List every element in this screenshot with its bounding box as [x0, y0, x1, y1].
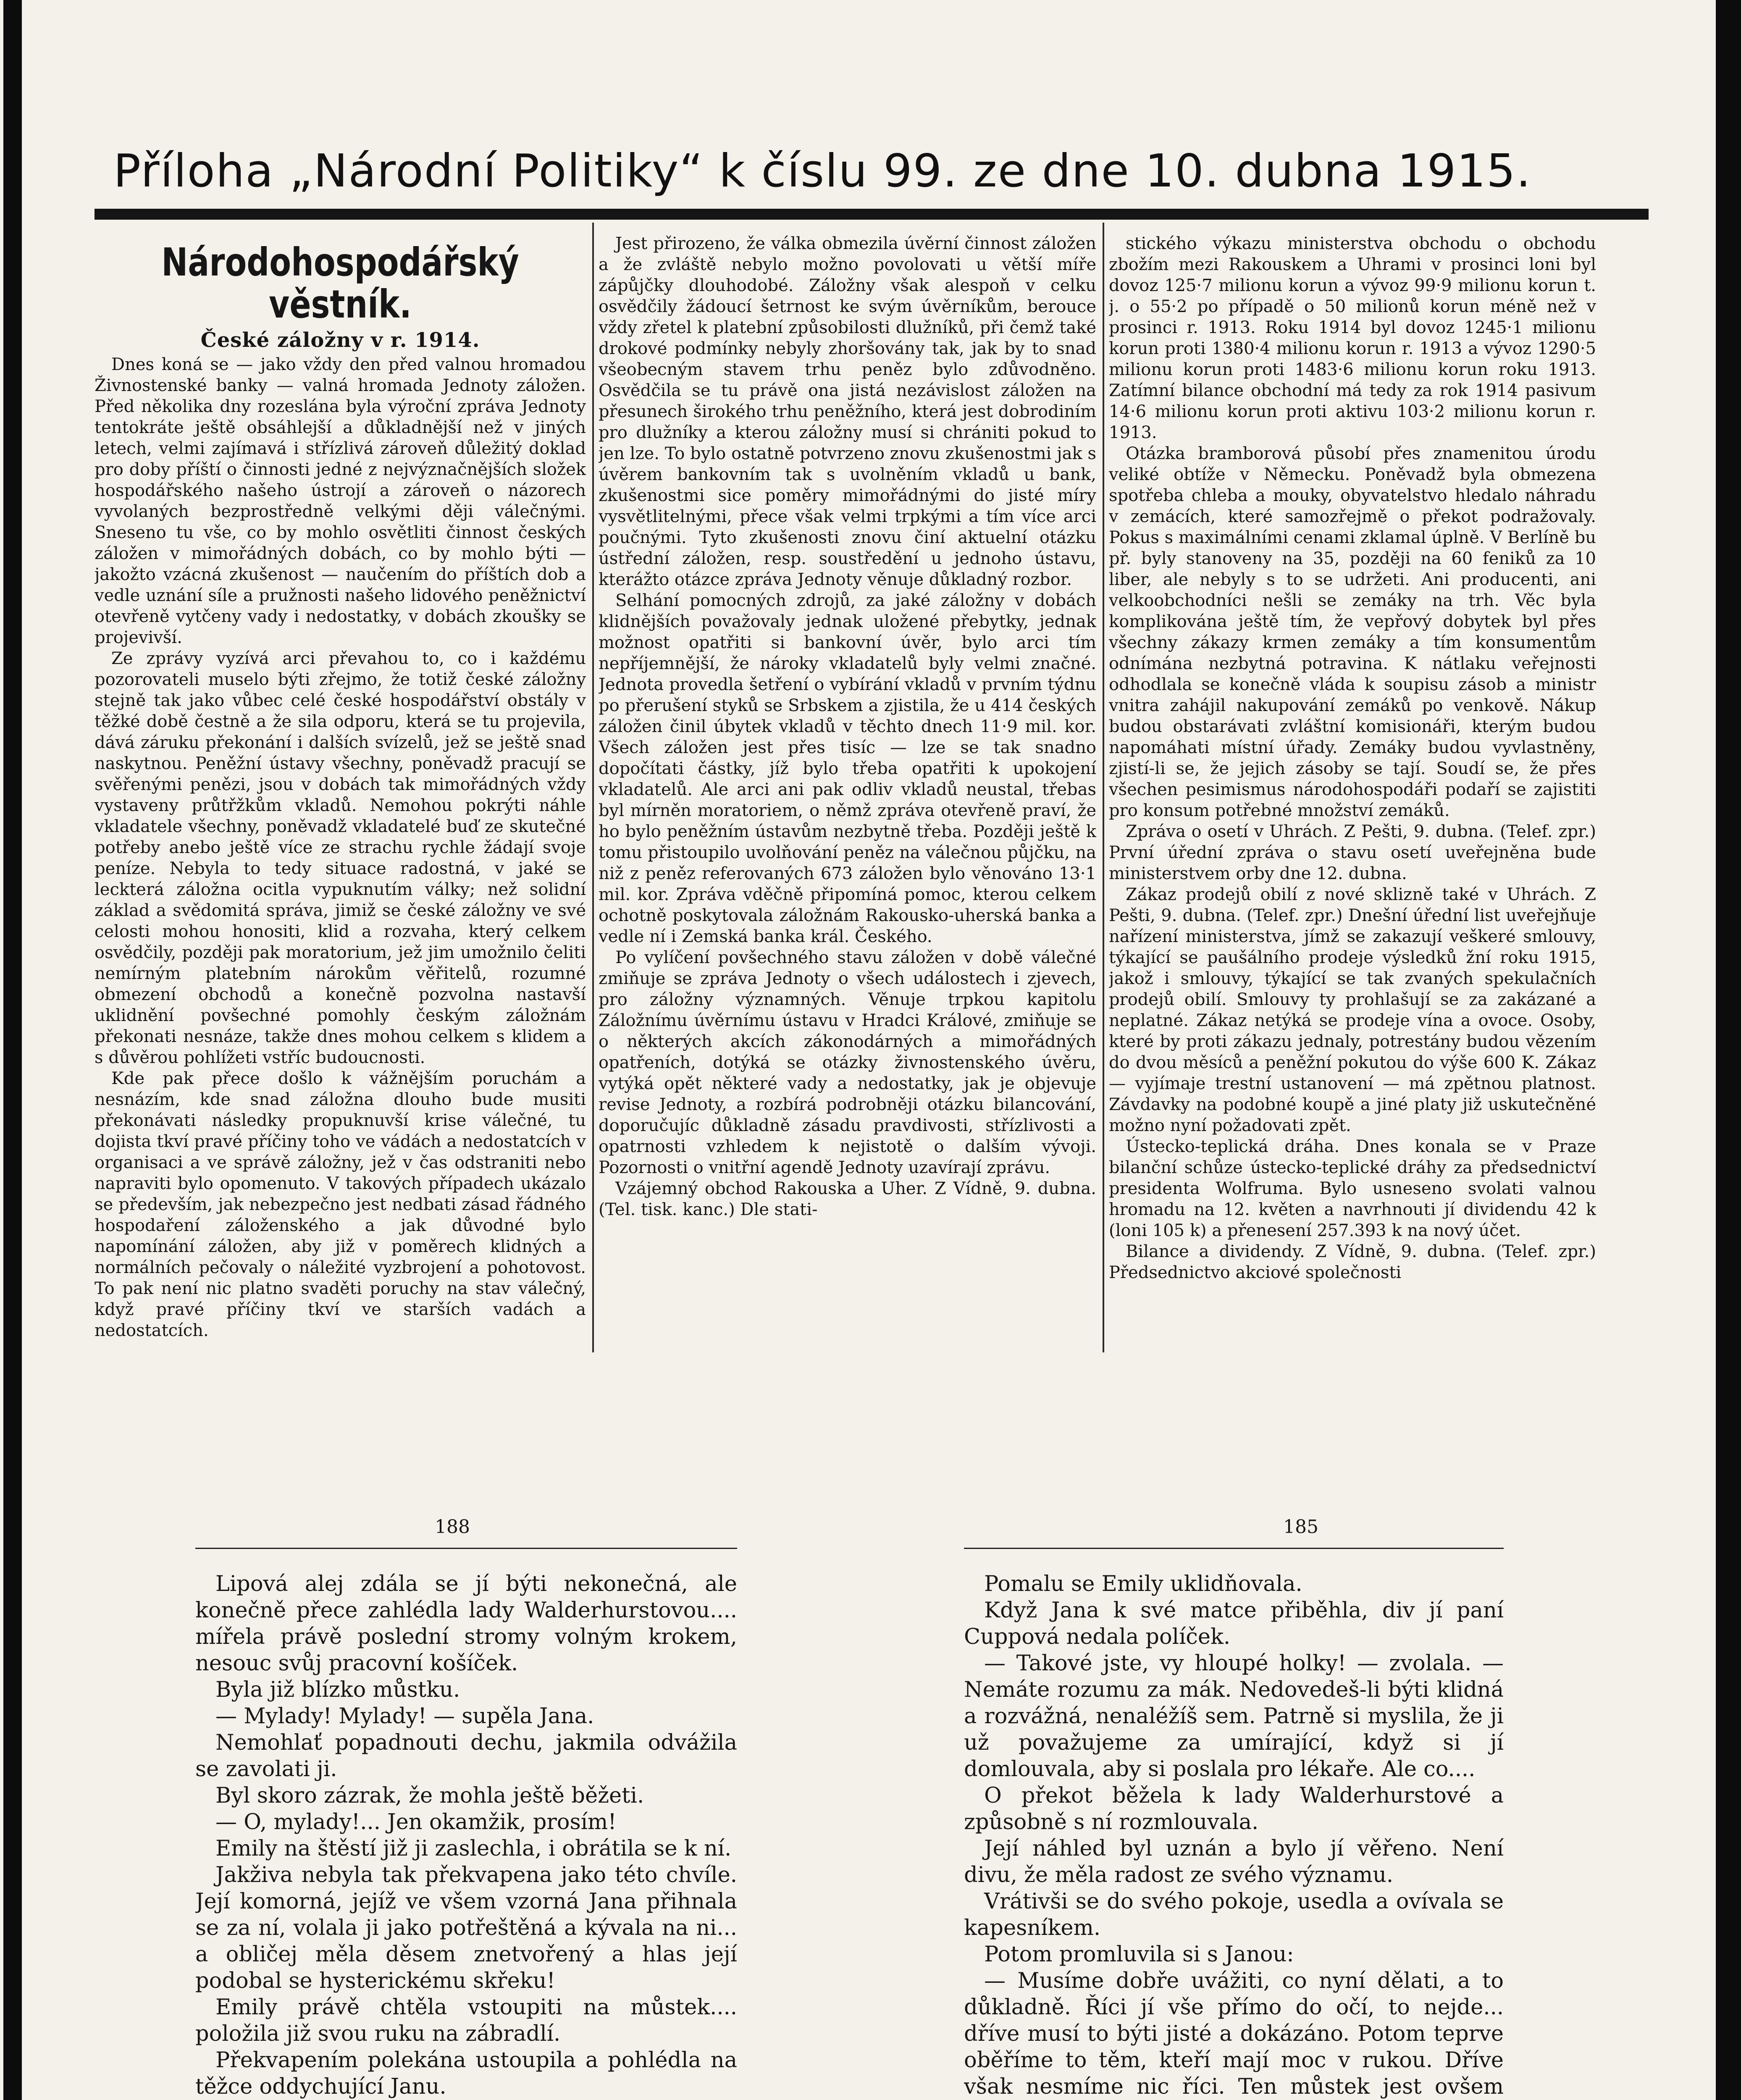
- novel-paragraph: Emily právě chtěla vstoupiti na můstek.... položila již svou ruku na zábradlí.: [195, 1995, 737, 2046]
- paragraph: Ze zprávy vyzívá arci převahou to, co i každému pozorovateli muselo býti zřejmo, že totiž české záložny stejně tak jako vůbec celé české hospodářství obstály v těžké době čestně a že sila odporu, která se tu projevila, dává záruku překonání i dalších svízelů, jež se ještě snad naskytnou. Peněžní ústavy všechny, poněvadž pracují se svěřenými penězi, jsou v dobách tak mimořádných vždy vystaveny průtřžkům vkladů. Nemohou pokrýti náhle vkladatele všechny, poněvadž vkladatelé buď ze skutečné potřeby anebo ještě více ze strachu rychle žádají svoje peníze. Nebyla to tedy situace radostná, v jaké se leckterá záložna ocitla vypuknutím války; než solidní základ a svědomitá správa, jimiž se české záložny ve své celosti mohou honositi, klid a rozvaha, který celkem osvědčily, později pak moratorium, jež jim umožnilo čeliti nemírným platebním nárokům věřitelů, rozumné obmezení obchodů a konečně pozvolna nastavší uklidnění povšechné pomohly českým záložnám překonati nesnáze, takže dnes mohou celkem s klidem a s důvěrou pohlížeti vstříc budoucnosti.: [95, 649, 586, 1067]
- newspaper-header-title: Příloha „Národní Politiky“ k číslu 99. ze dne 10. dubna 1915.: [113, 145, 1532, 197]
- novel-paragraph: Jakživa nebyla tak překvapena jako této chvíle. Její komorná, jejíž ve všem vzorná Jana přihnala se za ní, volala ji jako potřeštěná a kývala na ni... a obličej měla děsem znetvořený a hlas její podobal se hysterickému skřeku!: [195, 1863, 737, 1993]
- novel-paragraph: Lipová alej zdála se jí býti nekonečná, ale konečně přece zahlédla lady Walderhurstovou.... mířela právě poslední stromy volným krokem, nesouc svůj pracovní košíček.: [195, 1572, 737, 1676]
- paragraph: Kde pak přece došlo k vážnějším poruchám a nesnázím, kde snad záložna dlouho bude musiti překonávati následky propuknuvší krise válečné, tu dojista tkví pravé příčiny toho ve vádách a nedostatcích v organisaci a ve správě záložny, jež v čas odstraniti nebo napraviti bylo opomenuto. V takových případech ukázalo se především, jak nebezpečno jest nedbati zásad řádného hospodaření záloženského a jak důvodné bylo napomínání záložen, aby již v poměrech klidných a normálních pečovaly o náležité vyzbrojení a pohotovost. To pak není nic platno svaděti poruchy na stav válečný, když pravé příčiny tkví ve starších vadách a nedostatcích.: [95, 1069, 586, 1340]
- novel-left-page-number: 188: [435, 1516, 470, 1538]
- article-subtitle: České záložny v r. 1914.: [200, 328, 480, 352]
- paragraph: Dnes koná se — jako vždy den před valnou hromadou Živnostenské banky — valná hromada Jednoty záložen. Před několika dny rozeslána byla výroční zpráva Jednoty tentokráte ještě obsáhlejší a důkladnější než v jiných letech, velmi zajímavá i střízlivá zároveň důležitý doklad pro doby příští o činnosti jedné z nejvýznačnějších složek hospodářského našeho ústrojí a zároveň o názorech vyvolaných bezprostředně velkými ději válečnými. Sneseno tu vše, co by mohlo osvětliti činnost českých záložen v mimořádných dobách, co by mohlo býti — jakožto vzácná zkušenost — naučením do příštích dob a vedle uznání síle a pružnosti našeho lidového peněžnictví otevřeně vytčeny vady i nedostatky, v dobách zkoušky se projevivší.: [95, 355, 586, 647]
- header-rule: [95, 209, 1649, 220]
- novel-paragraph: — O, mylady!... Jen okamžik, prosím!: [215, 1810, 617, 1835]
- page-rule: [195, 1548, 737, 1549]
- paragraph: stického výkazu ministerstva obchodu o obchodu zbožím mezi Rakouskem a Uhrami v prosinci loni byl dovoz 125·7 milionu korun a vývoz 99·9 milionu korun t. j. o 55·2 po případě o 50 milionů korun méně než v prosinci r. 1913. Roku 1914 byl dovoz 1245·1 milionu korun proti 1380·4 milionu korun r. 1913 a vývoz 1290·5 milionu korun proti 1483·6 milionu korun roku 1913. Zatímní bilance obchodní má tedy za rok 1914 pasivum 14·6 milionu korun proti aktivu 103·2 milionu korun r. 1913.: [1109, 234, 1596, 442]
- news-item: Otázka bramborová působí přes znamenitou úrodu veliké obtíže v Německu. Poněvadž byla obmezena spotřeba chleba a mouky, obyvatelstvo hledalo náhradu v zemácích, které samozřejmě o překot podražovaly. Pokus s maximálními cenami zklamal úplně. V Berlíně bu př. byly stanoveny na 35, později na 60 feniků za 10 liber, ale nebyly s to se udržeti. Ani producenti, ani velkoobchodníci nešli se zemáky na trh. Věc byla komplikována ještě tím, že vepřový dobytek byl přes všechny zákazy krmen zemáky a tím konsumentům odnímána nezbytná potravina. K nátlaku veřejnosti odhodlala se konečně vláda k soupisu zásob a ministr vnitra zahájil nakupování zemáků po venkově. Nákup budou obstarávati zvláštní komisionáři, kterým budou napomáhati místní úřady. Zemáky budou vyvlastněny, zjistí-li se, že jejich zásoby se tají. Soudí se, že přes všechen pesimismus národohospodáři podaří se zajistiti pro konsum potřebné množství zemáků.: [1109, 444, 1596, 820]
- news-item: Vzájemný obchod Rakouska a Uher. Z Vídně, 9. dubna. (Tel. tisk. kanc.) Dle stati-: [599, 1179, 1096, 1219]
- novel-right-page: [964, 1571, 1504, 2100]
- novel-paragraph: — Takové jste, vy hloupé holky! — zvolala. — Nemáte rozumu za mák. Nedovedeš-li býti klidná a rozvážná, nenaléžíš sem. Patrně si myslila, že ji už považujeme za umírající, když si jí domlouvala, aby si poslala pro lékaře. Ale co....: [964, 1651, 1504, 1782]
- novel-right-page-number: 185: [1283, 1516, 1318, 1538]
- newspaper-column-1: [95, 233, 586, 1354]
- novel-paragraph: Vrátivši se do svého pokoje, usedla a ovívala se kapesníkem.: [964, 1889, 1504, 1940]
- novel-left-page: [195, 1571, 737, 2100]
- novel-paragraph: O překot běžela k lady Walderhurstové a způsobně s ní rozmlouvala.: [964, 1783, 1504, 1835]
- paragraph: Selhání pomocných zdrojů, za jaké záložny v dobách klidnějších považovaly jednak uložené přebytky, jednak možnost opatřiti si bankovní úvěr, bylo arci tím nepříjemnější, že nároky vkladatelů byly velmi značné. Jednota provedla šetření o vybírání vkladů v prvním týdnu po přerušení styků se Srbskem a zjistila, že u 414 českých záložen činil úbytek vkladů v těchto dnech 11·9 mil. kor. Všech záložen jest přes tisíc — lze se tak snadno dopočítati částky, jíž bylo třeba opatřiti k upokojení vkladatelů. Ale arci ani pak odliv vkladů neustal, třebas byl mírněn moratoriem, o němž zpráva otevřeně praví, že ho bylo peněžním ústavům nezbytně třeba. Později ještě k tomu přistoupilo uvolňování peněz na válečnou půjčku, na niž z peněz referovaných 673 záložen bylo věnováno 13·1 mil. kor. Zpráva vděčně připomíná pomoc, kterou celkem ochotně poskytovala záložnám Rakousko-uherská banka a vedle ní i Zemská banka král. Českého.: [599, 591, 1096, 946]
- scan-border-left: [3, 0, 22, 2100]
- novel-paragraph: Emily na štěstí již ji zaslechla, i obrátila se k ní.: [215, 1836, 732, 1861]
- news-item: Bilance a dividendy. Z Vídně, 9. dubna. (Telef. zpr.) Předsednictvo akciové společnosti: [1109, 1242, 1596, 1282]
- newspaper-column-2: [599, 233, 1096, 1354]
- novel-paragraph: — Musíme dobře uvážiti, co nyní dělati, a to důkladně. Říci jí vše přímo do očí, to nejde... dříve musí to býti jisté a dokázáno. Potom teprve oběříme to těm, kteří mají moc v rukou. Dříve však nesmíme nic říci. Ten můstek jest ovšem: [964, 1969, 1504, 2099]
- news-item: Zákaz prodejů obilí z nové sklizně také v Uhrách. Z Pešti, 9. dubna. (Telef. zpr.) Dnešní úřední list uveřejňuje nařízení ministerstva, jímž se zakazují veškeré smlouvy, týkající se paušálního prodeje výsledků žní roku 1915, jakož i smlouvy, týkající se tak zvaných spekulačních prodejů obilí. Smlouvy ty prohlašují se za zakázané a neplatné. Zákaz netýká se prodeje vína a ovoce. Osoby, které by proti zákazu jednaly, potrestány budou vězením do dvou měsíců a peněžní pokutou do výše 600 K. Zákaz — vyjímaje trestní ustanovení — má zpětnou platnost. Závdavky na podobné koupě a jiné platy již uskutečněné možno nyní požadovati zpět.: [1109, 885, 1596, 1135]
- novel-paragraph: Potom promluvila si s Janou:: [984, 1942, 1294, 1967]
- novel-paragraph: Její náhled byl uznán a bylo jí věřeno. Není divu, že měla radost ze svého významu.: [964, 1836, 1504, 1887]
- column-divider: [1103, 223, 1104, 1352]
- paragraph: Jest přirozeno, že válka obmezila úvěrní činnost záložen a že zvláště nebylo možno povolovati u větší míře zápůjčky dlouhodobé. Záložny však alespoň v celku osvědčily žádoucí šetrnost ke svým úvěrníkům, berouce vždy zřetel k platební způsobilosti dlužníků, při čemž také drokové podmínky nebyly zhoršovány tak, jak by to snad všeobecným stavem trhu peněz bylo zdůvodněno. Osvědčila se tu právě ona jistá nezávislost záložen na přesunech širokého trhu peněžního, která jest dobrodiním pro dlužníky a kterou záložny musí si chrániti pokud to jen lze. To bylo ostatně potvrzeno znovu zkušenostmi jak s úvěrem bankovním tak s uvolněním vkladů u bank, zkušenostmi sice poměry mimořádnými do jisté míry vysvětlitelnými, přece však velmi trpkými a tím více arci poučnými. Tyto zkušenosti znovu činí aktuelní otázku ústřední záložen, resp. soustředění u jednoho ústavu, kterážto otázce zpráva Jednoty věnuje důkladný rozbor.: [599, 234, 1096, 589]
- scan-border-right: [1716, 0, 1741, 2100]
- novel-paragraph: Byla již blízko můstku.: [215, 1677, 460, 1702]
- column-divider: [592, 223, 594, 1352]
- novel-paragraph: — Mylady! Mylady! — supěla Jana.: [215, 1704, 594, 1729]
- novel-paragraph: Nemohlať popadnouti dechu, jakmila odvážila se zavolati ji.: [195, 1730, 737, 1782]
- novel-paragraph: Když Jana k své matce přiběhla, div jí paní Cuppová nedala políček.: [964, 1598, 1504, 1649]
- novel-paragraph: Byl skoro zázrak, že mohla ještě běžeti.: [215, 1783, 644, 1808]
- novel-paragraph: Překvapením polekána ustoupila a pohlédla na těžce oddychující Janu.: [195, 2048, 737, 2099]
- newspaper-column-3: [1109, 233, 1596, 1354]
- novel-paragraph: Pomalu se Emily uklidňovala.: [984, 1572, 1302, 1596]
- page-rule: [964, 1548, 1504, 1549]
- section-title: Národohospodářský věstník.: [161, 240, 519, 327]
- news-item: Zpráva o osetí v Uhrách. Z Pešti, 9. dubna. (Telef. zpr.) První úřední zpráva o stavu osetí uveřejněna bude ministerstvem orby dne 12. dubna.: [1109, 822, 1596, 883]
- news-item: Ústecko-teplická dráha. Dnes konala se v Praze bilanční schůze ústecko-teplické dráhy za předsednictví presidenta Wolfruma. Bylo usneseno svolati valnou hromadu na 12. květen a navrhnouti jí dividendu 42 k (loni 105 k) a přenesení 257.393 k na nový účet.: [1109, 1137, 1596, 1240]
- paragraph: Po vylíčení povšechného stavu záložen v době válečné zmiňuje se zpráva Jednoty o všech událostech i zjevech, pro záložny významných. Věnuje trpkou kapitolu Záložnímu úvěrnímu ústavu v Hradci Králové, zmiňuje se o některých akcích zákonodárných a mimořádných opatřeních, dotýká se otázky živnostenského úvěru, vytýká opět některé vady a nedostatky, jak je objevuje revise Jednoty, a rozbírá podrobněji otázku bilancování, doporučujíc důkladně zásadu pravdivosti, střízlivosti a opatrnosti vzhledem k nejistotě o dalším vývoji. Pozornosti o vnitřní agendě Jednoty uzavírají zprávu.: [599, 948, 1096, 1177]
